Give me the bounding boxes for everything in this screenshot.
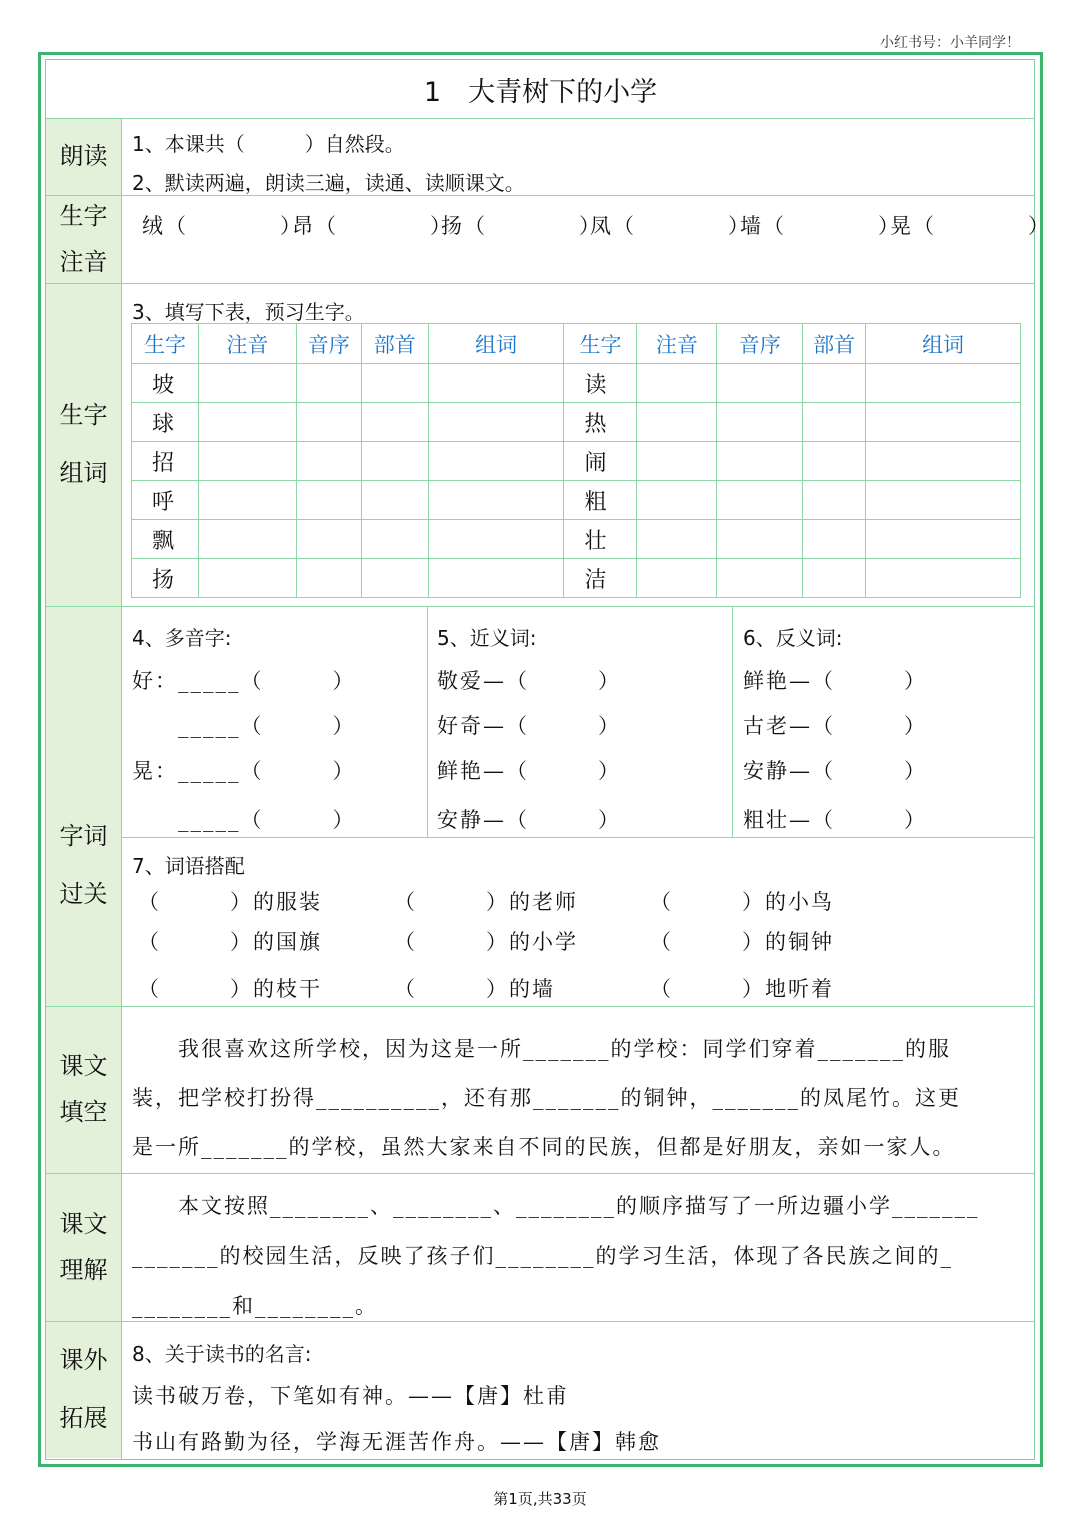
char-cell: 粗 xyxy=(564,481,637,520)
label-text: 过关 xyxy=(59,879,108,908)
understand-line: ________和________。 xyxy=(132,1294,378,1318)
matching-item: （ ）的墙 xyxy=(394,977,555,1001)
blank-cell[interactable] xyxy=(717,559,803,598)
label-text: 字词 xyxy=(59,821,108,850)
blank-cell[interactable] xyxy=(198,442,296,481)
blank-cell[interactable] xyxy=(717,442,803,481)
table-header: 注音 xyxy=(637,324,717,364)
blank-cell[interactable] xyxy=(803,520,866,559)
blank-cell[interactable] xyxy=(296,364,361,403)
pinyin-item: 扬（ ） xyxy=(441,214,602,238)
matching-item: （ ）地听着 xyxy=(650,977,834,1001)
antonyms-item: 粗壮—（ ） xyxy=(743,808,927,832)
label-vocab xyxy=(46,607,121,1006)
blank-cell[interactable] xyxy=(198,364,296,403)
char-cell: 读 xyxy=(564,364,637,403)
blank-cell[interactable] xyxy=(296,403,361,442)
matching-item: （ ）的老师 xyxy=(394,890,578,914)
fill-line: 我很喜欢这所学校，因为这是一所_______的学校：同学们穿着_______的服 xyxy=(132,1037,951,1061)
char-cell: 壮 xyxy=(564,520,637,559)
label-text: 组词 xyxy=(59,459,108,487)
blank-cell[interactable] xyxy=(361,520,428,559)
blank-cell[interactable] xyxy=(296,520,361,559)
char-cell: 闹 xyxy=(564,442,637,481)
table-header: 音序 xyxy=(296,324,361,364)
blank-cell[interactable] xyxy=(198,481,296,520)
polyphone-item: _____（ ） xyxy=(132,714,356,738)
table-row xyxy=(132,559,1021,598)
table-header: 生字 xyxy=(564,324,637,364)
fill-line: 是一所_______的学校，虽然大家来自不同的民族，但都是好朋友，亲如一家人。 xyxy=(132,1135,956,1159)
blank-cell[interactable] xyxy=(296,559,361,598)
blank-cell[interactable] xyxy=(717,481,803,520)
reading-line: 1、本课共（ ）自然段。 xyxy=(132,132,405,156)
matching-item: （ ）的服装 xyxy=(138,890,322,914)
fill-line: 装，把学校打扮得__________，还有那_______的铜钟，_______的凤尾竹。这更 xyxy=(132,1086,961,1110)
blank-cell[interactable] xyxy=(428,559,564,598)
blank-cell[interactable] xyxy=(637,442,717,481)
blank-cell[interactable] xyxy=(198,403,296,442)
blank-cell[interactable] xyxy=(717,520,803,559)
blank-cell[interactable] xyxy=(803,559,866,598)
polyphone-title: 4、多音字: xyxy=(132,626,232,650)
label-text: 填空 xyxy=(59,1098,108,1126)
label-pinyin xyxy=(46,196,121,283)
table-header: 组词 xyxy=(866,324,1021,364)
blank-cell[interactable] xyxy=(637,559,717,598)
char-cell: 坡 xyxy=(132,364,199,403)
matching-item: （ ）的小学 xyxy=(394,930,578,954)
blank-cell[interactable] xyxy=(637,481,717,520)
antonyms-title: 6、反义词: xyxy=(743,626,843,650)
blank-cell[interactable] xyxy=(361,364,428,403)
pinyin-item: 昂（ ） xyxy=(292,214,453,238)
blank-cell[interactable] xyxy=(866,403,1021,442)
blank-cell[interactable] xyxy=(637,520,717,559)
blank-cell[interactable] xyxy=(866,481,1021,520)
preview-table xyxy=(131,323,1021,598)
label-text: 拓展 xyxy=(59,1404,108,1432)
blank-cell[interactable] xyxy=(296,442,361,481)
antonyms-item: 鲜艳—（ ） xyxy=(743,669,927,693)
blank-cell[interactable] xyxy=(803,403,866,442)
synonyms-item: 好奇—（ ） xyxy=(437,714,621,738)
polyphone-item: _____（ ） xyxy=(132,808,356,832)
words-instruction: 3、填写下表，预习生字。 xyxy=(132,300,365,324)
table-row xyxy=(132,403,1021,442)
label-text: 课文 xyxy=(59,1052,108,1081)
label-text: 生字 xyxy=(59,201,108,230)
table-header: 部首 xyxy=(803,324,866,364)
reading-line: 2、默读两遍，朗读三遍，读通、读顺课文。 xyxy=(132,171,525,195)
char-cell: 热 xyxy=(564,403,637,442)
char-cell: 呼 xyxy=(132,481,199,520)
char-cell: 扬 xyxy=(132,559,199,598)
char-cell: 招 xyxy=(132,442,199,481)
blank-cell[interactable] xyxy=(198,559,296,598)
table-header: 生字 xyxy=(132,324,199,364)
char-cell: 飘 xyxy=(132,520,199,559)
understand-line: 本文按照________、________、________的顺序描写了一所边疆小学_______ xyxy=(132,1194,980,1218)
pinyin-item: 晃（ ） xyxy=(890,214,1051,238)
label-words xyxy=(46,284,121,606)
matching-title: 7、词语搭配 xyxy=(132,854,245,878)
label-text: 理解 xyxy=(59,1255,108,1284)
understand-line: _______的校园生活，反映了孩子们________的学习生活，体现了各民族之间的_ xyxy=(132,1244,953,1268)
label-text: 朗读 xyxy=(59,142,108,171)
blank-cell[interactable] xyxy=(361,559,428,598)
label-text: 生字 xyxy=(59,401,108,430)
table-row xyxy=(132,364,1021,403)
table-header: 部首 xyxy=(361,324,428,364)
extend-title: 8、关于读书的名言: xyxy=(132,1342,312,1366)
synonyms-item: 敬爱—（ ） xyxy=(437,669,621,693)
blank-cell[interactable] xyxy=(866,364,1021,403)
blank-cell[interactable] xyxy=(361,442,428,481)
blank-cell[interactable] xyxy=(428,403,564,442)
matching-item: （ ）的枝干 xyxy=(138,977,322,1001)
label-text: 课外 xyxy=(59,1346,108,1375)
label-understand xyxy=(46,1174,121,1321)
blank-cell[interactable] xyxy=(803,364,866,403)
blank-cell[interactable] xyxy=(428,442,564,481)
matching-item: （ ）的铜钟 xyxy=(650,930,834,954)
blank-cell[interactable] xyxy=(198,520,296,559)
pinyin-item: 绒（ ） xyxy=(142,214,303,238)
blank-cell[interactable] xyxy=(803,442,866,481)
watermark: 小红书号：小羊同学！ xyxy=(880,35,1020,51)
table-header: 注音 xyxy=(198,324,296,364)
blank-cell[interactable] xyxy=(361,481,428,520)
blank-cell[interactable] xyxy=(428,481,564,520)
page-title: 1 大青树下的小学 xyxy=(423,76,658,108)
label-extend xyxy=(46,1322,121,1458)
pinyin-item: 墙（ ） xyxy=(740,214,901,238)
table-header: 组词 xyxy=(428,324,564,364)
blank-cell[interactable] xyxy=(361,403,428,442)
char-cell: 洁 xyxy=(564,559,637,598)
synonyms-item: 安静—（ ） xyxy=(437,808,621,832)
page-footer: 第1页,共33页 xyxy=(493,1490,587,1508)
table-row xyxy=(132,520,1021,559)
blank-cell[interactable] xyxy=(717,364,803,403)
synonyms-title: 5、近义词: xyxy=(437,626,537,650)
blank-cell[interactable] xyxy=(637,403,717,442)
antonyms-item: 安静—（ ） xyxy=(743,759,927,783)
quote: 书山有路勤为径，学海无涯苦作舟。——【唐】韩愈 xyxy=(132,1430,661,1454)
matching-item: （ ）的小鸟 xyxy=(650,890,834,914)
label-reading xyxy=(46,119,121,195)
polyphone-item: 晃：_____（ ） xyxy=(132,759,356,783)
antonyms-item: 古老—（ ） xyxy=(743,714,927,738)
table-row xyxy=(132,442,1021,481)
pinyin-item: 凤（ ） xyxy=(590,214,751,238)
blank-cell[interactable] xyxy=(866,442,1021,481)
blank-cell[interactable] xyxy=(296,481,361,520)
blank-cell[interactable] xyxy=(803,481,866,520)
synonyms-item: 鲜艳—（ ） xyxy=(437,759,621,783)
blank-cell[interactable] xyxy=(428,364,564,403)
table-header: 音序 xyxy=(717,324,803,364)
polyphone-item: 好：_____（ ） xyxy=(132,669,356,693)
blank-cell[interactable] xyxy=(428,520,564,559)
char-cell: 球 xyxy=(132,403,199,442)
label-fill xyxy=(46,1007,121,1173)
quote: 读书破万卷，下笔如有神。——【唐】杜甫 xyxy=(132,1384,569,1408)
blank-cell[interactable] xyxy=(866,559,1021,598)
blank-cell[interactable] xyxy=(866,520,1021,559)
label-text: 注音 xyxy=(59,247,108,276)
label-text: 课文 xyxy=(59,1209,108,1238)
matching-item: （ ）的国旗 xyxy=(138,930,322,954)
blank-cell[interactable] xyxy=(637,364,717,403)
table-row xyxy=(132,481,1021,520)
blank-cell[interactable] xyxy=(717,403,803,442)
